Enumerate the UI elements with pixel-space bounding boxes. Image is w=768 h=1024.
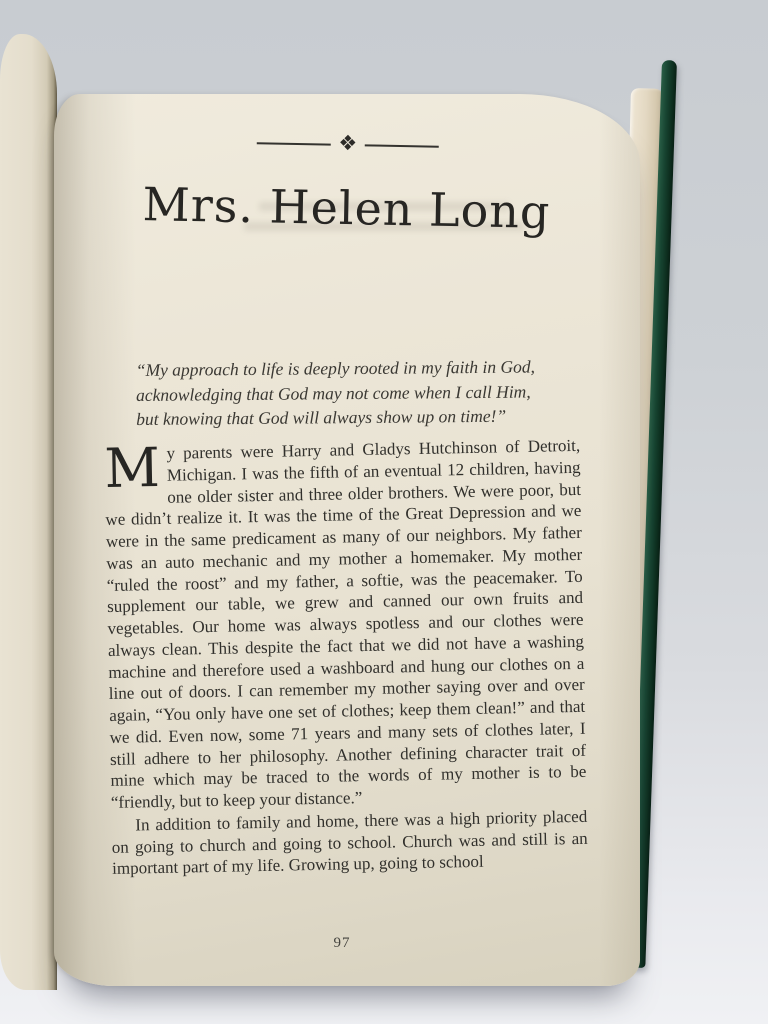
epigraph-line-1: “My approach to life is deeply rooted in my faith in God,: [135, 356, 536, 380]
ornament-rule-right: [365, 144, 439, 147]
paragraph-1: [104, 435, 587, 814]
body-text-block: [104, 435, 588, 880]
ornament-rule-left: [256, 142, 330, 145]
page-content: [54, 94, 640, 986]
chapter-ornament: [168, 131, 528, 159]
book-page: [54, 94, 640, 986]
paragraph-2: In addition to family and home, there was a high priority placed on going to church and going to school. Church was and still is an important part of my life. Growing up, going to school: [111, 806, 588, 879]
left-page-edge: [0, 34, 57, 990]
page-number: 97: [333, 935, 351, 951]
fleuron-diamond-icon: ❖: [338, 130, 358, 156]
drop-cap: M: [103, 435, 161, 500]
chapter-title: Mrs. Helen Long: [142, 177, 551, 239]
epigraph: [136, 354, 589, 431]
chapter-heading-block: [53, 128, 641, 240]
paragraph-1-text: y parents were Harry and Gladys Hutchinson of Detroit, Michigan. I was the fifth of an eventual 12 children, having one older sister and three older brothers. We were poor, but we didn’t realize it. It was the time of the Great Depression and we were in the same predicament as many of our neighbors. My father was an auto mechanic and my mother a homemaker. My mother “ruled the roost” and my father, a softie, was the peacemaker. To supplement our table, we grew and canned our own fruits and vegetables. Our home was always spotless and our clothes were always clean. This despite the fact that we did not have a washing machine and therefore used a washboard and hung our clothes on a line out of doors. I can remember my mother saying over and over again, “You only have one set of clothes; keep them clean!” and that we did. Even now, some 71 years and many sets of clothes later, I still adhere to her philosophy. Another defining character trait of mine which may be traced to the words of my mother is to be “friendly, but to keep your distance.”: [105, 435, 587, 812]
epigraph-line-3: but knowing that God will always show up on time!”: [136, 405, 507, 429]
epigraph-line-2: acknowledging that God may not come when I call Him,: [135, 381, 531, 405]
